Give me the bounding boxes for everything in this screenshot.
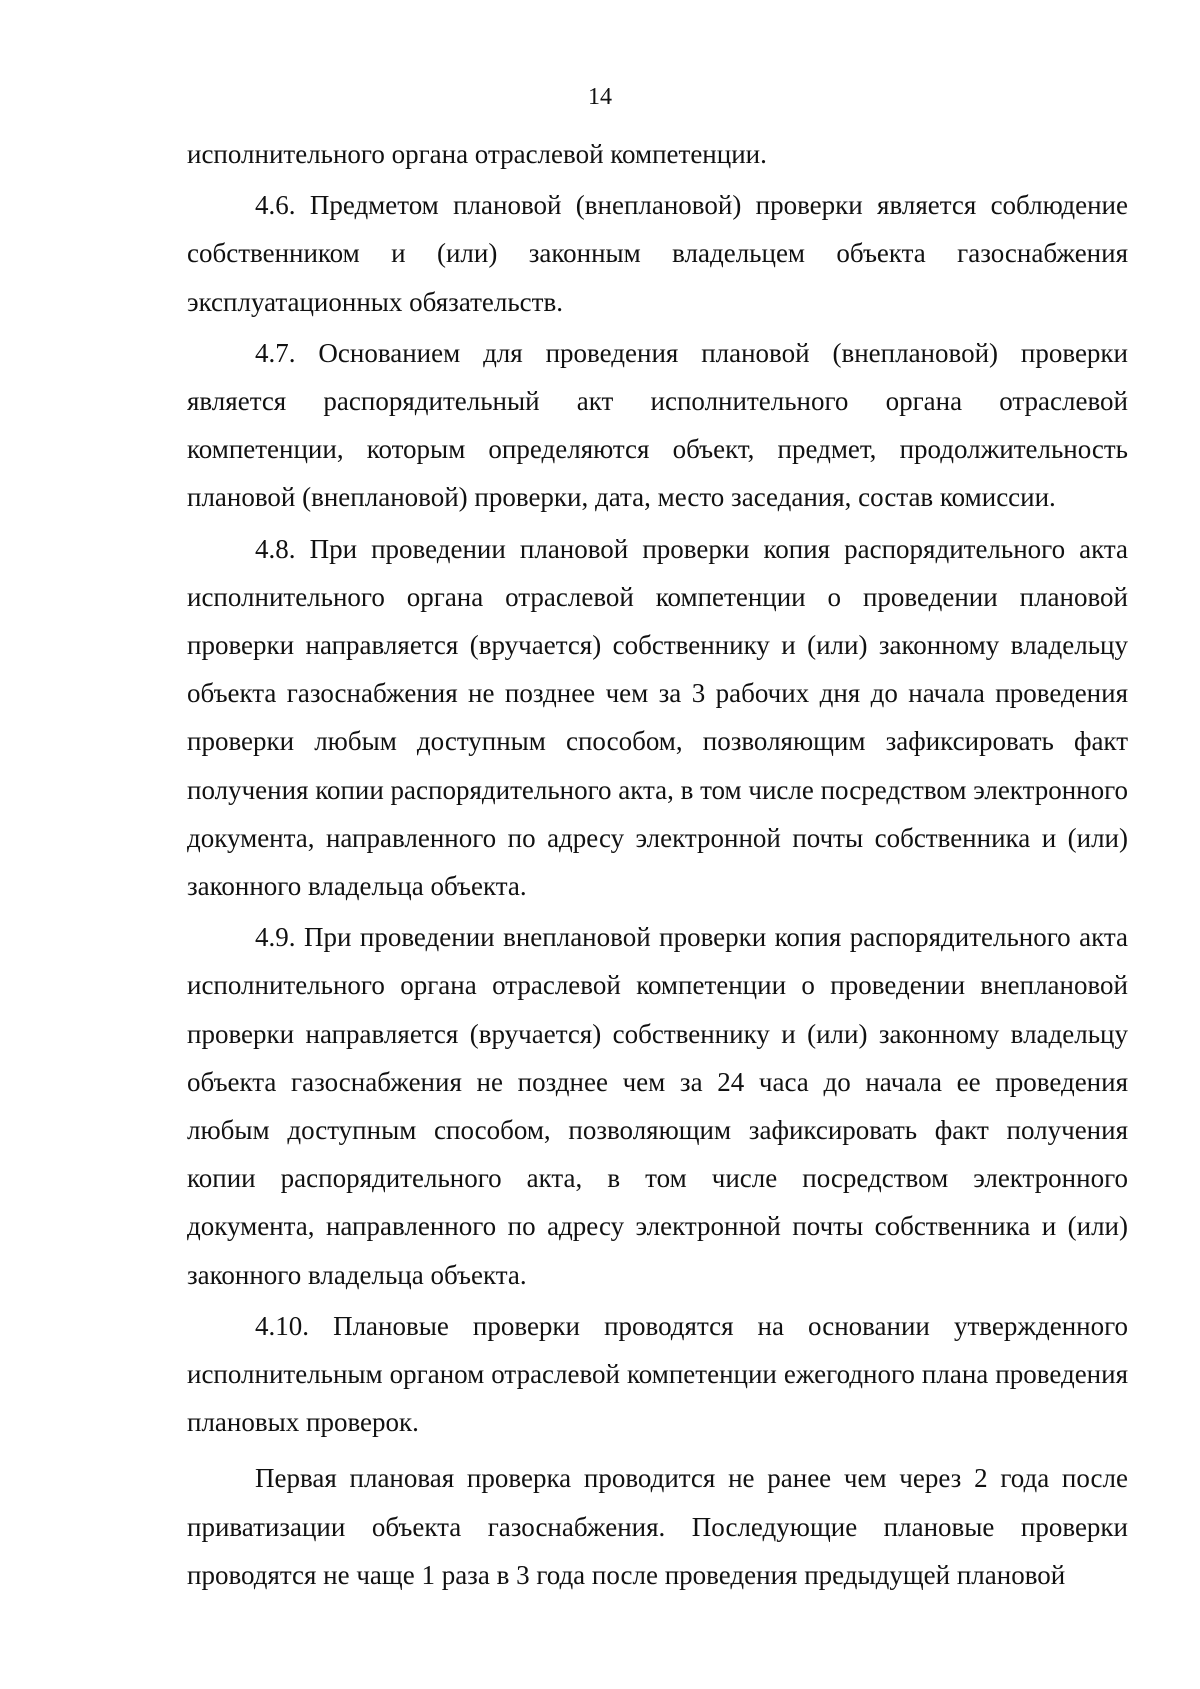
paragraph-4-9: 4.9. При проведении внеплановой проверки копия распорядительного акта исполнительного органа отраслевой компетенции о проведении внеплановой проверки направляется (вручается) собственнику и (или) законному владельцу объекта газоснабжения не позднее чем за 24 часа до начала ее проведения любым доступным способом, позволяющим зафиксировать факт получения копии распорядительного акта, в том числе посредством электронного документа, направленного по адресу электронной почты собственника и (или) законного владельца объекта.	[187, 922, 1128, 1290]
page-number: 14	[588, 84, 612, 110]
paragraph-continuation: исполнительного органа отраслевой компетенции.	[187, 139, 767, 169]
document-body	[187, 130, 1128, 1602]
paragraph-4-6: 4.6. Предметом плановой (внеплановой) проверки является соблюдение собственником и (или) законным владельцем объекта газоснабжения эксплуатационных обязательств.	[187, 190, 1128, 317]
paragraph-first-planned-inspection: Первая плановая проверка проводится не ранее чем через 2 года после приватизации объекта газоснабжения. Последующие плановые проверки проводятся не чаще 1 раза в 3 года после проведения предыдущей плановой	[187, 1463, 1128, 1590]
paragraph-4-7: 4.7. Основанием для проведения плановой (внеплановой) проверки является распорядительный акт исполнительного органа отраслевой компетенции, которым определяются объект, предмет, продолжительность плановой (внеплановой) проверки, дата, место заседания, состав комиссии.	[187, 337, 1128, 513]
paragraph-4-8: 4.8. При проведении плановой проверки копия распорядительного акта исполнительного органа отраслевой компетенции о проведении плановой проверки направляется (вручается) собственнику и (или) законному владельцу объекта газоснабжения не позднее чем за 3 рабочих дня до начала проведения проверки любым доступным способом, позволяющим зафиксировать факт получения копии распорядительного акта, в том числе посредством электронного документа, направленного по адресу электронной почты собственника и (или) законного владельца объекта.	[187, 533, 1128, 902]
paragraph-4-10: 4.10. Плановые проверки проводятся на основании утвержденного исполнительным органом отраслевой компетенции ежегодного плана проведения плановых проверок.	[187, 1310, 1128, 1438]
